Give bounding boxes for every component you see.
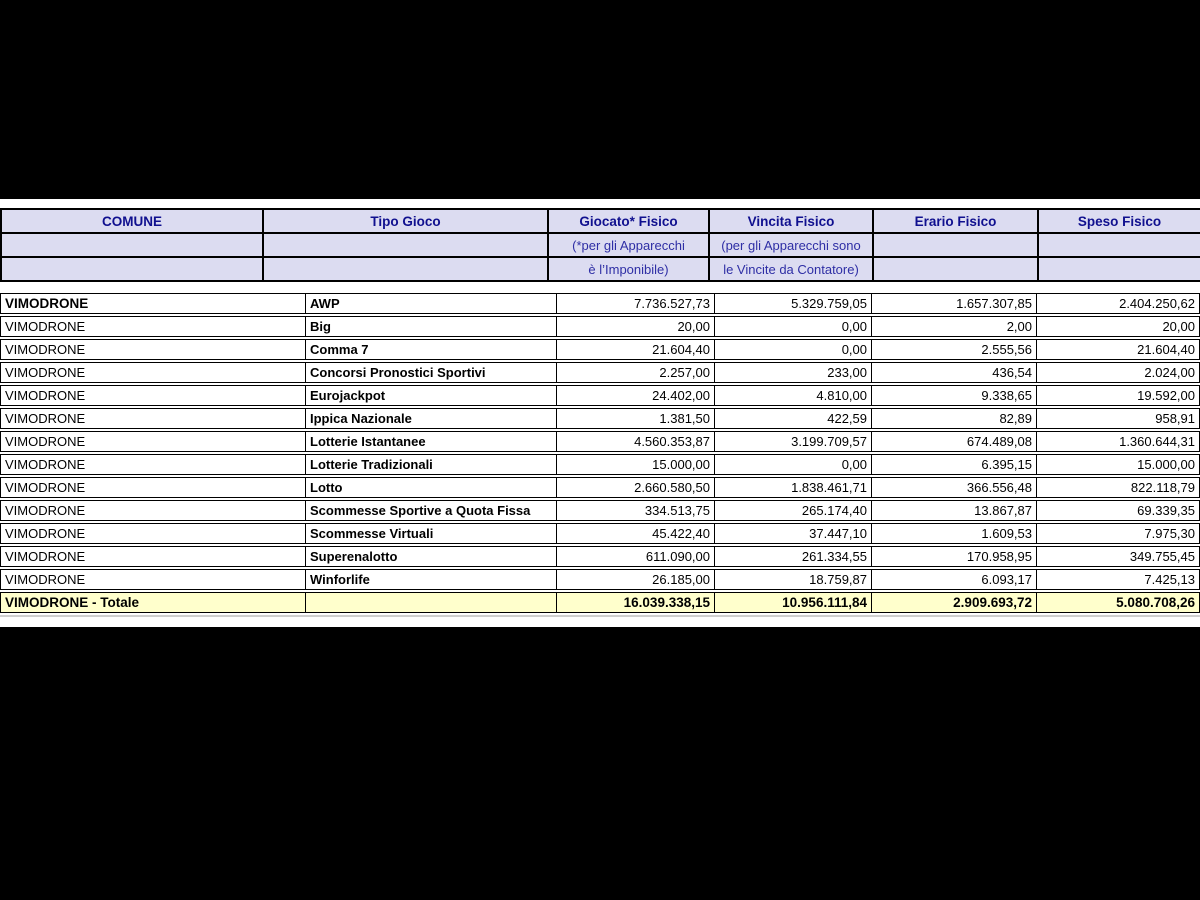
header-subnote	[263, 257, 548, 281]
giocato-fisico-cell: 2.257,00	[557, 362, 715, 383]
total-erario-cell: 2.909.693,72	[872, 592, 1037, 613]
table-row	[0, 293, 1200, 314]
vincita-fisico-cell: 5.329.759,05	[715, 293, 872, 314]
vincita-fisico-cell: 37.447,10	[715, 523, 872, 544]
table-row	[0, 454, 1200, 475]
top-letterbox	[0, 0, 1200, 199]
header-subnote-vincita-1: (per gli Apparecchi sono	[709, 233, 873, 257]
speso-fisico-cell: 7.975,30	[1037, 523, 1200, 544]
tipo-gioco-cell: Lotto	[306, 477, 557, 498]
tipo-gioco-cell: Lotterie Istantanee	[306, 431, 557, 452]
vincita-fisico-cell: 0,00	[715, 316, 872, 337]
vincita-fisico-cell: 233,00	[715, 362, 872, 383]
column-header-erario-fisico: Erario Fisico	[873, 209, 1038, 233]
comune-cell: VIMODRONE	[0, 293, 306, 314]
column-header-comune: COMUNE	[1, 209, 263, 233]
speso-fisico-cell: 15.000,00	[1037, 454, 1200, 475]
tipo-gioco-cell: Superenalotto	[306, 546, 557, 567]
vincita-fisico-cell: 422,59	[715, 408, 872, 429]
header-row-main	[1, 209, 1200, 233]
comune-cell: VIMODRONE	[0, 523, 306, 544]
tipo-gioco-cell: AWP	[306, 293, 557, 314]
erario-fisico-cell: 2.555,56	[872, 339, 1037, 360]
erario-fisico-cell: 6.093,17	[872, 569, 1037, 590]
speso-fisico-cell: 958,91	[1037, 408, 1200, 429]
total-row	[0, 592, 1200, 613]
table-row	[0, 477, 1200, 498]
report-sheet	[0, 199, 1200, 627]
table-row	[0, 500, 1200, 521]
speso-fisico-cell: 822.118,79	[1037, 477, 1200, 498]
total-giocato-cell: 16.039.338,15	[557, 592, 715, 613]
comune-cell: VIMODRONE	[0, 500, 306, 521]
comune-cell: VIMODRONE	[0, 339, 306, 360]
erario-fisico-cell: 82,89	[872, 408, 1037, 429]
giocato-fisico-cell: 20,00	[557, 316, 715, 337]
erario-fisico-cell: 674.489,08	[872, 431, 1037, 452]
giocato-fisico-cell: 334.513,75	[557, 500, 715, 521]
comune-cell: VIMODRONE	[0, 454, 306, 475]
vincita-fisico-cell: 3.199.709,57	[715, 431, 872, 452]
total-tipo-cell	[306, 592, 557, 613]
table-row	[0, 431, 1200, 452]
tipo-gioco-cell: Big	[306, 316, 557, 337]
vincita-fisico-cell: 18.759,87	[715, 569, 872, 590]
comune-cell: VIMODRONE	[0, 546, 306, 567]
vincita-fisico-cell: 4.810,00	[715, 385, 872, 406]
table-row	[0, 385, 1200, 406]
erario-fisico-cell: 1.609,53	[872, 523, 1037, 544]
total-label-cell: VIMODRONE - Totale	[0, 592, 306, 613]
speso-fisico-cell: 2.404.250,62	[1037, 293, 1200, 314]
header-body-gap	[0, 282, 1200, 291]
table-row	[0, 523, 1200, 544]
column-header-speso-fisico: Speso Fisico	[1038, 209, 1200, 233]
table-row	[0, 546, 1200, 567]
table-row	[0, 339, 1200, 360]
giocato-fisico-cell: 24.402,00	[557, 385, 715, 406]
comune-cell: VIMODRONE	[0, 477, 306, 498]
header-subnote	[1038, 233, 1200, 257]
tipo-gioco-cell: Concorsi Pronostici Sportivi	[306, 362, 557, 383]
erario-fisico-cell: 13.867,87	[872, 500, 1037, 521]
total-vincita-cell: 10.956.111,84	[715, 592, 872, 613]
table-row	[0, 362, 1200, 383]
table-row	[0, 408, 1200, 429]
tipo-gioco-cell: Ippica Nazionale	[306, 408, 557, 429]
data-table	[0, 291, 1200, 615]
header-subnote	[263, 233, 548, 257]
speso-fisico-cell: 1.360.644,31	[1037, 431, 1200, 452]
header-subnote	[873, 233, 1038, 257]
header-subnote	[1, 233, 263, 257]
header-table	[0, 208, 1200, 282]
bottom-letterbox	[0, 627, 1200, 900]
table-footer	[0, 592, 1200, 613]
column-header-tipo-gioco: Tipo Gioco	[263, 209, 548, 233]
comune-cell: VIMODRONE	[0, 569, 306, 590]
erario-fisico-cell: 2,00	[872, 316, 1037, 337]
speso-fisico-cell: 349.755,45	[1037, 546, 1200, 567]
total-speso-cell: 5.080.708,26	[1037, 592, 1200, 613]
header-subnote	[1, 257, 263, 281]
giocato-fisico-cell: 4.560.353,87	[557, 431, 715, 452]
vincita-fisico-cell: 261.334,55	[715, 546, 872, 567]
vincita-fisico-cell: 0,00	[715, 339, 872, 360]
giocato-fisico-cell: 21.604,40	[557, 339, 715, 360]
giocato-fisico-cell: 7.736.527,73	[557, 293, 715, 314]
comune-cell: VIMODRONE	[0, 362, 306, 383]
erario-fisico-cell: 9.338,65	[872, 385, 1037, 406]
tipo-gioco-cell: Eurojackpot	[306, 385, 557, 406]
comune-cell: VIMODRONE	[0, 431, 306, 452]
speso-fisico-cell: 7.425,13	[1037, 569, 1200, 590]
tipo-gioco-cell: Scommesse Sportive a Quota Fissa	[306, 500, 557, 521]
column-header-vincita-fisico: Vincita Fisico	[709, 209, 873, 233]
column-header-giocato-fisico: Giocato* Fisico	[548, 209, 709, 233]
speso-fisico-cell: 69.339,35	[1037, 500, 1200, 521]
tipo-gioco-cell: Winforlife	[306, 569, 557, 590]
giocato-fisico-cell: 1.381,50	[557, 408, 715, 429]
header-subnote	[1038, 257, 1200, 281]
tipo-gioco-cell: Scommesse Virtuali	[306, 523, 557, 544]
tipo-gioco-cell: Lotterie Tradizionali	[306, 454, 557, 475]
erario-fisico-cell: 170.958,95	[872, 546, 1037, 567]
header-row-subnote-1	[1, 233, 1200, 257]
speso-fisico-cell: 21.604,40	[1037, 339, 1200, 360]
comune-cell: VIMODRONE	[0, 385, 306, 406]
giocato-fisico-cell: 611.090,00	[557, 546, 715, 567]
erario-fisico-cell: 1.657.307,85	[872, 293, 1037, 314]
table-row	[0, 569, 1200, 590]
speso-fisico-cell: 2.024,00	[1037, 362, 1200, 383]
giocato-fisico-cell: 26.185,00	[557, 569, 715, 590]
giocato-fisico-cell: 15.000,00	[557, 454, 715, 475]
vincita-fisico-cell: 1.838.461,71	[715, 477, 872, 498]
erario-fisico-cell: 366.556,48	[872, 477, 1037, 498]
comune-cell: VIMODRONE	[0, 408, 306, 429]
header-row-subnote-2	[1, 257, 1200, 281]
table-row	[0, 316, 1200, 337]
erario-fisico-cell: 6.395,15	[872, 454, 1037, 475]
giocato-fisico-cell: 2.660.580,50	[557, 477, 715, 498]
table-body	[0, 293, 1200, 590]
header-subnote-giocato-2: è l’Imponibile)	[548, 257, 709, 281]
speso-fisico-cell: 20,00	[1037, 316, 1200, 337]
comune-cell: VIMODRONE	[0, 316, 306, 337]
vincita-fisico-cell: 0,00	[715, 454, 872, 475]
vincita-fisico-cell: 265.174,40	[715, 500, 872, 521]
speso-fisico-cell: 19.592,00	[1037, 385, 1200, 406]
header-subnote-vincita-2: le Vincite da Contatore)	[709, 257, 873, 281]
header-subnote-giocato-1: (*per gli Apparecchi	[548, 233, 709, 257]
tipo-gioco-cell: Comma 7	[306, 339, 557, 360]
erario-fisico-cell: 436,54	[872, 362, 1037, 383]
giocato-fisico-cell: 45.422,40	[557, 523, 715, 544]
header-subnote	[873, 257, 1038, 281]
